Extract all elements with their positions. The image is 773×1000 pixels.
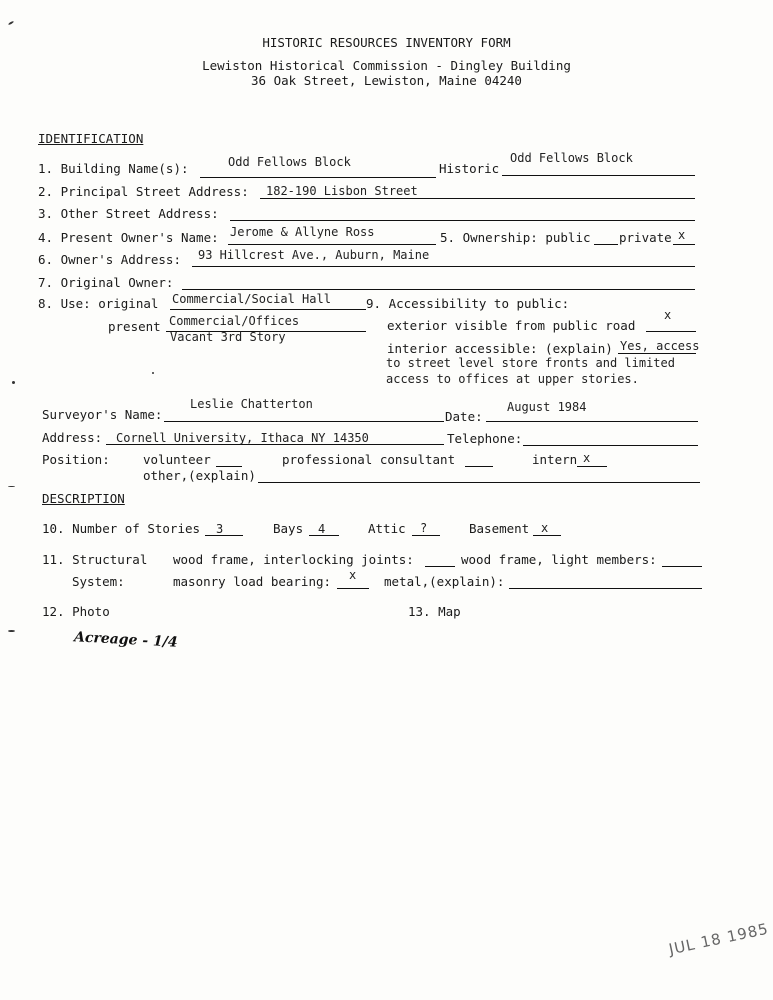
owner-name-line: [228, 244, 436, 245]
intern-value[interactable]: x: [583, 451, 591, 465]
metal-label: metal,(explain):: [384, 574, 505, 589]
private-line: [673, 244, 695, 245]
use-present-label: present: [108, 319, 161, 334]
wood-interlocking-label: wood frame, interlocking joints:: [173, 552, 414, 567]
attic-value[interactable]: ?: [420, 521, 428, 535]
other-address-line: [230, 220, 695, 221]
telephone-label: Telephone:: [447, 431, 523, 446]
interior-value[interactable]: Yes, access: [620, 339, 700, 353]
intern-line: [577, 466, 607, 467]
identification-heading: IDENTIFICATION: [38, 131, 144, 146]
other-label: other,(explain): [143, 468, 256, 483]
basement-line: [533, 535, 561, 536]
date-line: [486, 421, 698, 422]
wood-interlocking-line: [425, 566, 455, 567]
use-original-value[interactable]: Commercial/Social Hall: [172, 292, 331, 306]
principal-address-label: 2. Principal Street Address:: [38, 184, 249, 199]
date-label: Date:: [445, 409, 483, 424]
other-line: [258, 482, 700, 483]
surveyor-name-label: Surveyor's Name:: [42, 407, 163, 422]
public-line: [594, 244, 618, 245]
original-owner-line: [182, 289, 695, 290]
date-value[interactable]: August 1984: [507, 400, 587, 414]
principal-address-line: [260, 198, 695, 199]
original-owner-label: 7. Original Owner:: [38, 275, 174, 290]
stray-mark: [152, 372, 154, 374]
wood-light-label: wood frame, light members:: [461, 552, 657, 567]
historic-label: Historic: [439, 161, 500, 176]
stray-mark: [12, 381, 15, 384]
interior-value-line2[interactable]: to street level store fronts and limited: [386, 356, 675, 370]
stray-mark: [8, 21, 14, 26]
position-label: Position:: [42, 452, 110, 467]
stray-mark: [8, 630, 15, 632]
use-present-value[interactable]: Commercial/Offices: [169, 314, 300, 328]
basement-value[interactable]: x: [541, 521, 549, 535]
wood-light-line: [662, 566, 702, 567]
surveyor-name-line: [164, 421, 444, 422]
volunteer-line: [216, 466, 242, 467]
interior-line: [618, 353, 696, 354]
surveyor-address-label: Address:: [42, 430, 103, 445]
intern-label: intern: [532, 452, 578, 467]
owner-address-line: [192, 266, 695, 267]
form-title: HISTORIC RESOURCES INVENTORY FORM: [262, 35, 511, 50]
telephone-line: [523, 445, 698, 446]
building-name-value[interactable]: Odd Fellows Block: [228, 155, 351, 169]
owner-address-label: 6. Owner's Address:: [38, 252, 181, 267]
structural-label: 11. Structural: [42, 552, 148, 567]
org-address: 36 Oak Street, Lewiston, Maine 04240: [251, 73, 522, 88]
stories-label: 10. Number of Stories: [42, 521, 201, 536]
accessibility-label: 9. Accessibility to public:: [366, 296, 570, 311]
masonry-line: [337, 588, 369, 589]
stories-line: [205, 535, 243, 536]
owner-address-value[interactable]: 93 Hillcrest Ave., Auburn, Maine: [198, 248, 430, 262]
org-name: Lewiston Historical Commission - Dingley Building: [202, 58, 571, 73]
masonry-value[interactable]: x: [349, 568, 357, 582]
interior-label: interior accessible: (explain): [387, 341, 613, 356]
received-date-stamp: JUL 18 1985: [667, 919, 771, 959]
professional-label: professional consultant: [282, 452, 456, 467]
handwritten-acreage-note: Acreage - 1/4: [73, 629, 178, 651]
stray-mark: [8, 486, 15, 487]
system-label: System:: [72, 574, 125, 589]
basement-label: Basement: [469, 521, 530, 536]
masonry-label: masonry load bearing:: [173, 574, 332, 589]
owner-name-value[interactable]: Jerome & Allyne Ross: [230, 225, 375, 239]
bays-value[interactable]: 4: [318, 522, 326, 536]
surveyor-name-value[interactable]: Leslie Chatterton: [190, 397, 313, 411]
volunteer-label: volunteer: [143, 452, 211, 467]
building-name-label: 1. Building Name(s):: [38, 161, 189, 176]
bays-label: Bays: [273, 521, 304, 536]
photo-label: 12. Photo: [42, 604, 110, 619]
private-label: private: [619, 230, 672, 245]
principal-address-value[interactable]: 182-190 Lisbon Street: [266, 184, 418, 198]
exterior-value[interactable]: x: [664, 308, 672, 322]
building-name-line: [200, 177, 436, 178]
attic-label: Attic: [368, 521, 406, 536]
private-value[interactable]: x: [678, 228, 686, 242]
attic-line: [412, 535, 440, 536]
description-heading: DESCRIPTION: [42, 491, 125, 506]
professional-line: [465, 466, 493, 467]
use-original-label: 8. Use: original: [38, 296, 159, 311]
interior-value-line3[interactable]: access to offices at upper stories.: [386, 372, 639, 386]
other-address-label: 3. Other Street Address:: [38, 206, 219, 221]
surveyor-address-value[interactable]: Cornell University, Ithaca NY 14350: [116, 431, 369, 445]
map-label: 13. Map: [408, 604, 461, 619]
metal-line: [509, 588, 702, 589]
historic-line: [502, 175, 695, 176]
ownership-label: 5. Ownership: public: [440, 230, 591, 245]
exterior-label: exterior visible from public road: [387, 318, 636, 333]
use-original-line: [170, 309, 366, 310]
owner-name-label: 4. Present Owner's Name:: [38, 230, 219, 245]
historic-value[interactable]: Odd Fellows Block: [510, 151, 633, 165]
use-present-value-2[interactable]: Vacant 3rd Story: [170, 330, 286, 344]
exterior-line: [646, 331, 696, 332]
stories-value[interactable]: 3: [216, 522, 224, 536]
